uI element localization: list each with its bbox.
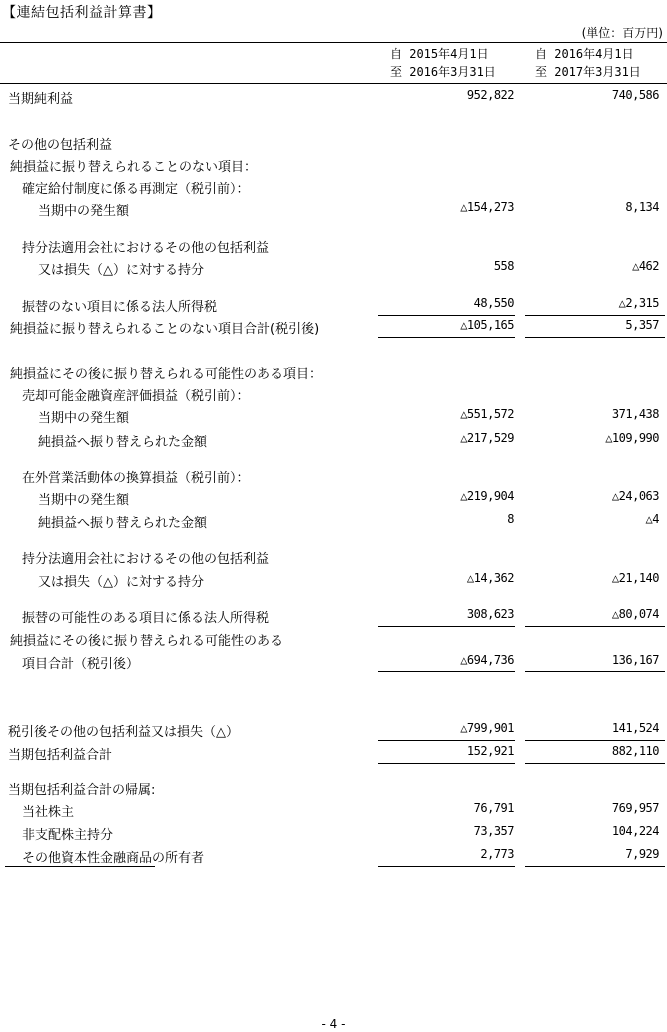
- row-label: 非支配株主持分: [22, 828, 114, 843]
- row-value-fy2016: 136,167: [611, 653, 659, 667]
- table-row: [0, 200, 667, 220]
- grand-total-rule-fy2015: [378, 763, 515, 764]
- subtotal-rule-fy2016: [525, 626, 665, 627]
- column-header-fy2016: [535, 45, 641, 81]
- row-label: 当期包括利益合計: [8, 748, 113, 763]
- header-top-rule: [0, 42, 667, 43]
- column-header-fy2015: [390, 45, 496, 81]
- subtotal-rule-fy2015: [378, 626, 515, 627]
- page-number: - 4 -: [321, 1017, 346, 1031]
- row-value-fy2016: 5,357: [625, 318, 659, 332]
- row-value-fy2015: 558: [493, 259, 514, 273]
- subtotal-rule-fy2015: [378, 315, 515, 316]
- row-value-fy2016: 740,586: [611, 88, 659, 102]
- table-row: [0, 385, 667, 405]
- row-label: 項目合計（税引後）: [22, 657, 140, 672]
- table-row: [0, 744, 667, 764]
- row-label: 持分法適用会社におけるその他の包括利益: [22, 552, 270, 567]
- row-label: 当期中の発生額: [38, 493, 130, 508]
- grand-total-rule-fy2016: [525, 763, 665, 764]
- row-label: 当期中の発生額: [38, 411, 130, 426]
- header-bottom-rule: [0, 83, 667, 84]
- attribution-rule-fy2015: [378, 866, 515, 867]
- table-row: [0, 824, 667, 844]
- row-label: 当社株主: [22, 805, 75, 820]
- row-value-fy2016: 769,957: [611, 801, 659, 815]
- table-row: [0, 156, 667, 176]
- row-value-fy2015: 952,822: [466, 88, 514, 102]
- row-label: 又は損失（△）に対する持分: [38, 263, 204, 278]
- column-header-fy2016-to: 至 2017年3月31日: [535, 65, 641, 79]
- row-value-fy2015: △694,736: [460, 653, 514, 667]
- table-row: [0, 721, 667, 741]
- table-row: [0, 630, 667, 650]
- table-row: [0, 318, 667, 338]
- table-row: [0, 489, 667, 509]
- column-header-fy2015-from: 自 2015年4月1日: [390, 47, 489, 61]
- row-value-fy2015: 308,623: [466, 607, 514, 621]
- table-row: [0, 548, 667, 568]
- table-row: [0, 779, 667, 799]
- row-value-fy2015: 152,921: [466, 744, 514, 758]
- row-label: 当期中の発生額: [38, 204, 130, 219]
- total-rule-fy2016: [525, 740, 665, 741]
- row-label: 売却可能金融資産評価損益（税引前）：: [22, 389, 250, 404]
- row-label: 当期純利益: [8, 92, 74, 107]
- table-row: [0, 801, 667, 821]
- row-label: 持分法適用会社におけるその他の包括利益: [22, 241, 270, 256]
- row-label: 在外営業活動体の換算損益（税引前）：: [22, 471, 250, 486]
- table-row: [0, 431, 667, 451]
- row-value-fy2015: △154,273: [460, 200, 514, 214]
- row-value-fy2016: 141,524: [611, 721, 659, 735]
- total-rule-fy2016: [525, 671, 665, 672]
- row-value-fy2016: △4: [645, 512, 659, 526]
- row-label: 当期包括利益合計の帰属:: [8, 783, 156, 798]
- row-value-fy2016: △462: [632, 259, 659, 273]
- row-label: 純損益へ振り替えられた金額: [38, 435, 208, 450]
- table-row: [0, 467, 667, 487]
- attribution-rule-fy2016: [525, 866, 665, 867]
- table-row: [0, 237, 667, 257]
- table-row: [0, 259, 667, 279]
- attribution-rule-left: [5, 866, 155, 867]
- row-value-fy2015: △799,901: [460, 721, 514, 735]
- table-row: [0, 363, 667, 383]
- column-header-fy2015-to: 至 2016年3月31日: [390, 65, 496, 79]
- row-value-fy2016: 371,438: [611, 407, 659, 421]
- row-value-fy2015: 73,357: [473, 824, 514, 838]
- row-value-fy2015: 76,791: [473, 801, 514, 815]
- row-value-fy2015: △217,529: [460, 431, 514, 445]
- row-label: 振替の可能性のある項目に係る法人所得税: [22, 611, 270, 626]
- row-value-fy2016: △80,074: [611, 607, 659, 621]
- table-row: [0, 571, 667, 591]
- total-rule-fy2015: [378, 740, 515, 741]
- row-value-fy2015: △14,362: [466, 571, 514, 585]
- table-row: [0, 847, 667, 867]
- row-label: 振替のない項目に係る法人所得税: [22, 300, 218, 315]
- row-value-fy2016: 7,929: [625, 847, 659, 861]
- total-rule-fy2015: [378, 671, 515, 672]
- row-label: 純損益に振り替えられることのない項目：: [10, 160, 258, 175]
- statement-title: 【連結包括利益計算書】: [2, 5, 162, 21]
- table-row: [0, 134, 667, 154]
- row-label: 純損益へ振り替えられた金額: [38, 516, 208, 531]
- column-header-fy2016-from: 自 2016年4月1日: [535, 47, 634, 61]
- total-rule-fy2016: [525, 337, 665, 338]
- row-value-fy2016: 104,224: [611, 824, 659, 838]
- row-value-fy2016: 8,134: [625, 200, 659, 214]
- row-label: その他の包括利益: [8, 138, 113, 153]
- table-row: [0, 653, 667, 673]
- row-label: その他資本性金融商品の所有者: [22, 851, 205, 866]
- row-value-fy2016: △21,140: [611, 571, 659, 585]
- subtotal-rule-fy2016: [525, 315, 665, 316]
- row-label: 純損益に振り替えられることのない項目合計(税引後): [10, 322, 320, 337]
- row-value-fy2016: △109,990: [605, 431, 659, 445]
- row-value-fy2016: △24,063: [611, 489, 659, 503]
- row-value-fy2015: 8: [507, 512, 514, 526]
- table-row: [0, 88, 667, 108]
- row-value-fy2015: △219,904: [460, 489, 514, 503]
- row-label: 純損益にその後に振り替えられる可能性のある項目：: [10, 367, 323, 382]
- row-value-fy2016: 882,110: [611, 744, 659, 758]
- row-label: 確定給付制度に係る再測定（税引前）：: [22, 182, 250, 197]
- row-value-fy2015: 2,773: [480, 847, 514, 861]
- table-row: [0, 296, 667, 316]
- table-row: [0, 607, 667, 627]
- row-label: 税引後その他の包括利益又は損失（△）: [8, 725, 239, 740]
- table-row: [0, 178, 667, 198]
- row-value-fy2015: △551,572: [460, 407, 514, 421]
- row-value-fy2015: 48,550: [473, 296, 514, 310]
- row-label: 又は損失（△）に対する持分: [38, 575, 204, 590]
- table-row: [0, 512, 667, 532]
- row-label: 純損益にその後に振り替えられる可能性のある: [10, 634, 284, 649]
- total-rule-fy2015: [378, 337, 515, 338]
- row-value-fy2015: △105,165: [460, 318, 514, 332]
- unit-label: (単位：百万円): [581, 26, 663, 40]
- table-row: [0, 407, 667, 427]
- row-value-fy2016: △2,315: [618, 296, 659, 310]
